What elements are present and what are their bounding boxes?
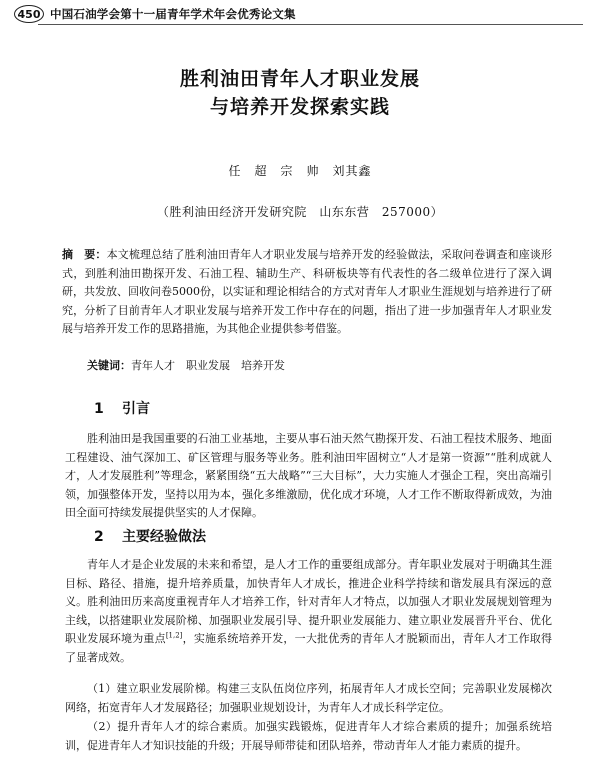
keywords-label: 关键词：	[87, 359, 131, 372]
running-header	[14, 5, 296, 23]
abstract-label: 摘 要：	[62, 248, 107, 261]
paper-title-line1: 胜利油田青年人才职业发展	[179, 68, 420, 90]
paragraph-text: 青年人才是企业发展的未来和希望，是人才工作的重要组成部分。青年职业发展对于明确其生涯目标、路径、措施，提升培养质量，加快青年人才成长，推进企业科学持续和谐发展具有深远的意义。胜利油田历来高度重视青年人才培养工作，针对青年人才特点，以加强人才职业发展规划管理为主线，以搭建职业发展阶梯、加强职业发展引导、提升职业发展能力、建立职业发展晋升平台、优化职业发展环境为重点	[65, 558, 552, 646]
section-number: 2	[94, 529, 104, 545]
intro-paragraph: 胜利油田是我国重要的石油工业基地，主要从事石油天然气勘探开发、石油工程技术服务、地面工程建设、油气深加工、矿区管理与服务等业务。胜利油田牢固树立“人才是第一资源”“胜利成就人才，人才发展胜利”等理念，紧紧围绕“五大战略”“三大目标”，大力实施人才强企工程，突出高端引领，加强整体开发，坚持以用为本，强化多维激励，优化成才环境，人才工作不断取得新成效，为油田全面可持续发展提供坚实的人才保障。	[65, 432, 552, 520]
journal-title: 中国石油学会第十一届青年学术年会优秀论文集	[50, 7, 296, 21]
citation-ref: [1,2]	[165, 631, 183, 640]
keywords	[87, 357, 557, 375]
affiliation: （胜利油田经济开发研究院 山东东营 257000）	[156, 205, 444, 219]
paper-title-line2: 与培养开发探索实践	[209, 96, 390, 118]
abstract-text: 本文梳理总结了胜利油田青年人才职业发展与培养开发的经验做法，采取问卷调查和座谈形式，到胜利油田勘探开发、石油工程、辅助生产、科研板块等有代表性的各二级单位进行了深入调研，共发放、回收问卷5000份，以实证和理论相结合的方式对青年人才职业生涯规划与培养进行了研究，分析了目前青年人才职业发展与培养开发工作中存在的问题，指出了进一步加强青年人才职业发展与培养开发工作的思路措施，为其他企业提供参考借鉴。	[62, 248, 553, 335]
paragraph-text-cont: ，实施系统培养开发，一大批优秀的青年人才脱颖而出，青年人才工作取得了显著成效。	[65, 632, 553, 664]
section-title: 主要经验做法	[122, 529, 206, 545]
section-heading-intro	[94, 398, 150, 418]
abstract	[62, 246, 552, 339]
section-heading-experience	[94, 526, 206, 546]
list-item-2: （2）提升青年人才的综合素质。加强实践锻炼，促进青年人才综合素质的提升；加强系统培训，促进青年人才知识技能的升级；开展导师带徒和团队培养，带动青年人才能力素质的提升。	[65, 720, 552, 752]
section-number: 1	[94, 401, 104, 417]
authors: 任 超 宗 帅 刘其鑫	[228, 164, 372, 178]
keywords-text: 青年人才 职业发展 培养开发	[131, 359, 285, 372]
list-item-1: （1）建立职业发展阶梯。构建三支队伍岗位序列，拓展青年人才成长空间；完善职业发展梯次网络，拓宽青年人才发展路径；加强职业规划设计，为青年人才成长科学定位。	[65, 682, 552, 714]
experience-paragraph	[65, 556, 552, 668]
section-title: 引言	[122, 401, 150, 417]
page-number: 450	[14, 5, 44, 23]
header-rule	[38, 24, 583, 25]
